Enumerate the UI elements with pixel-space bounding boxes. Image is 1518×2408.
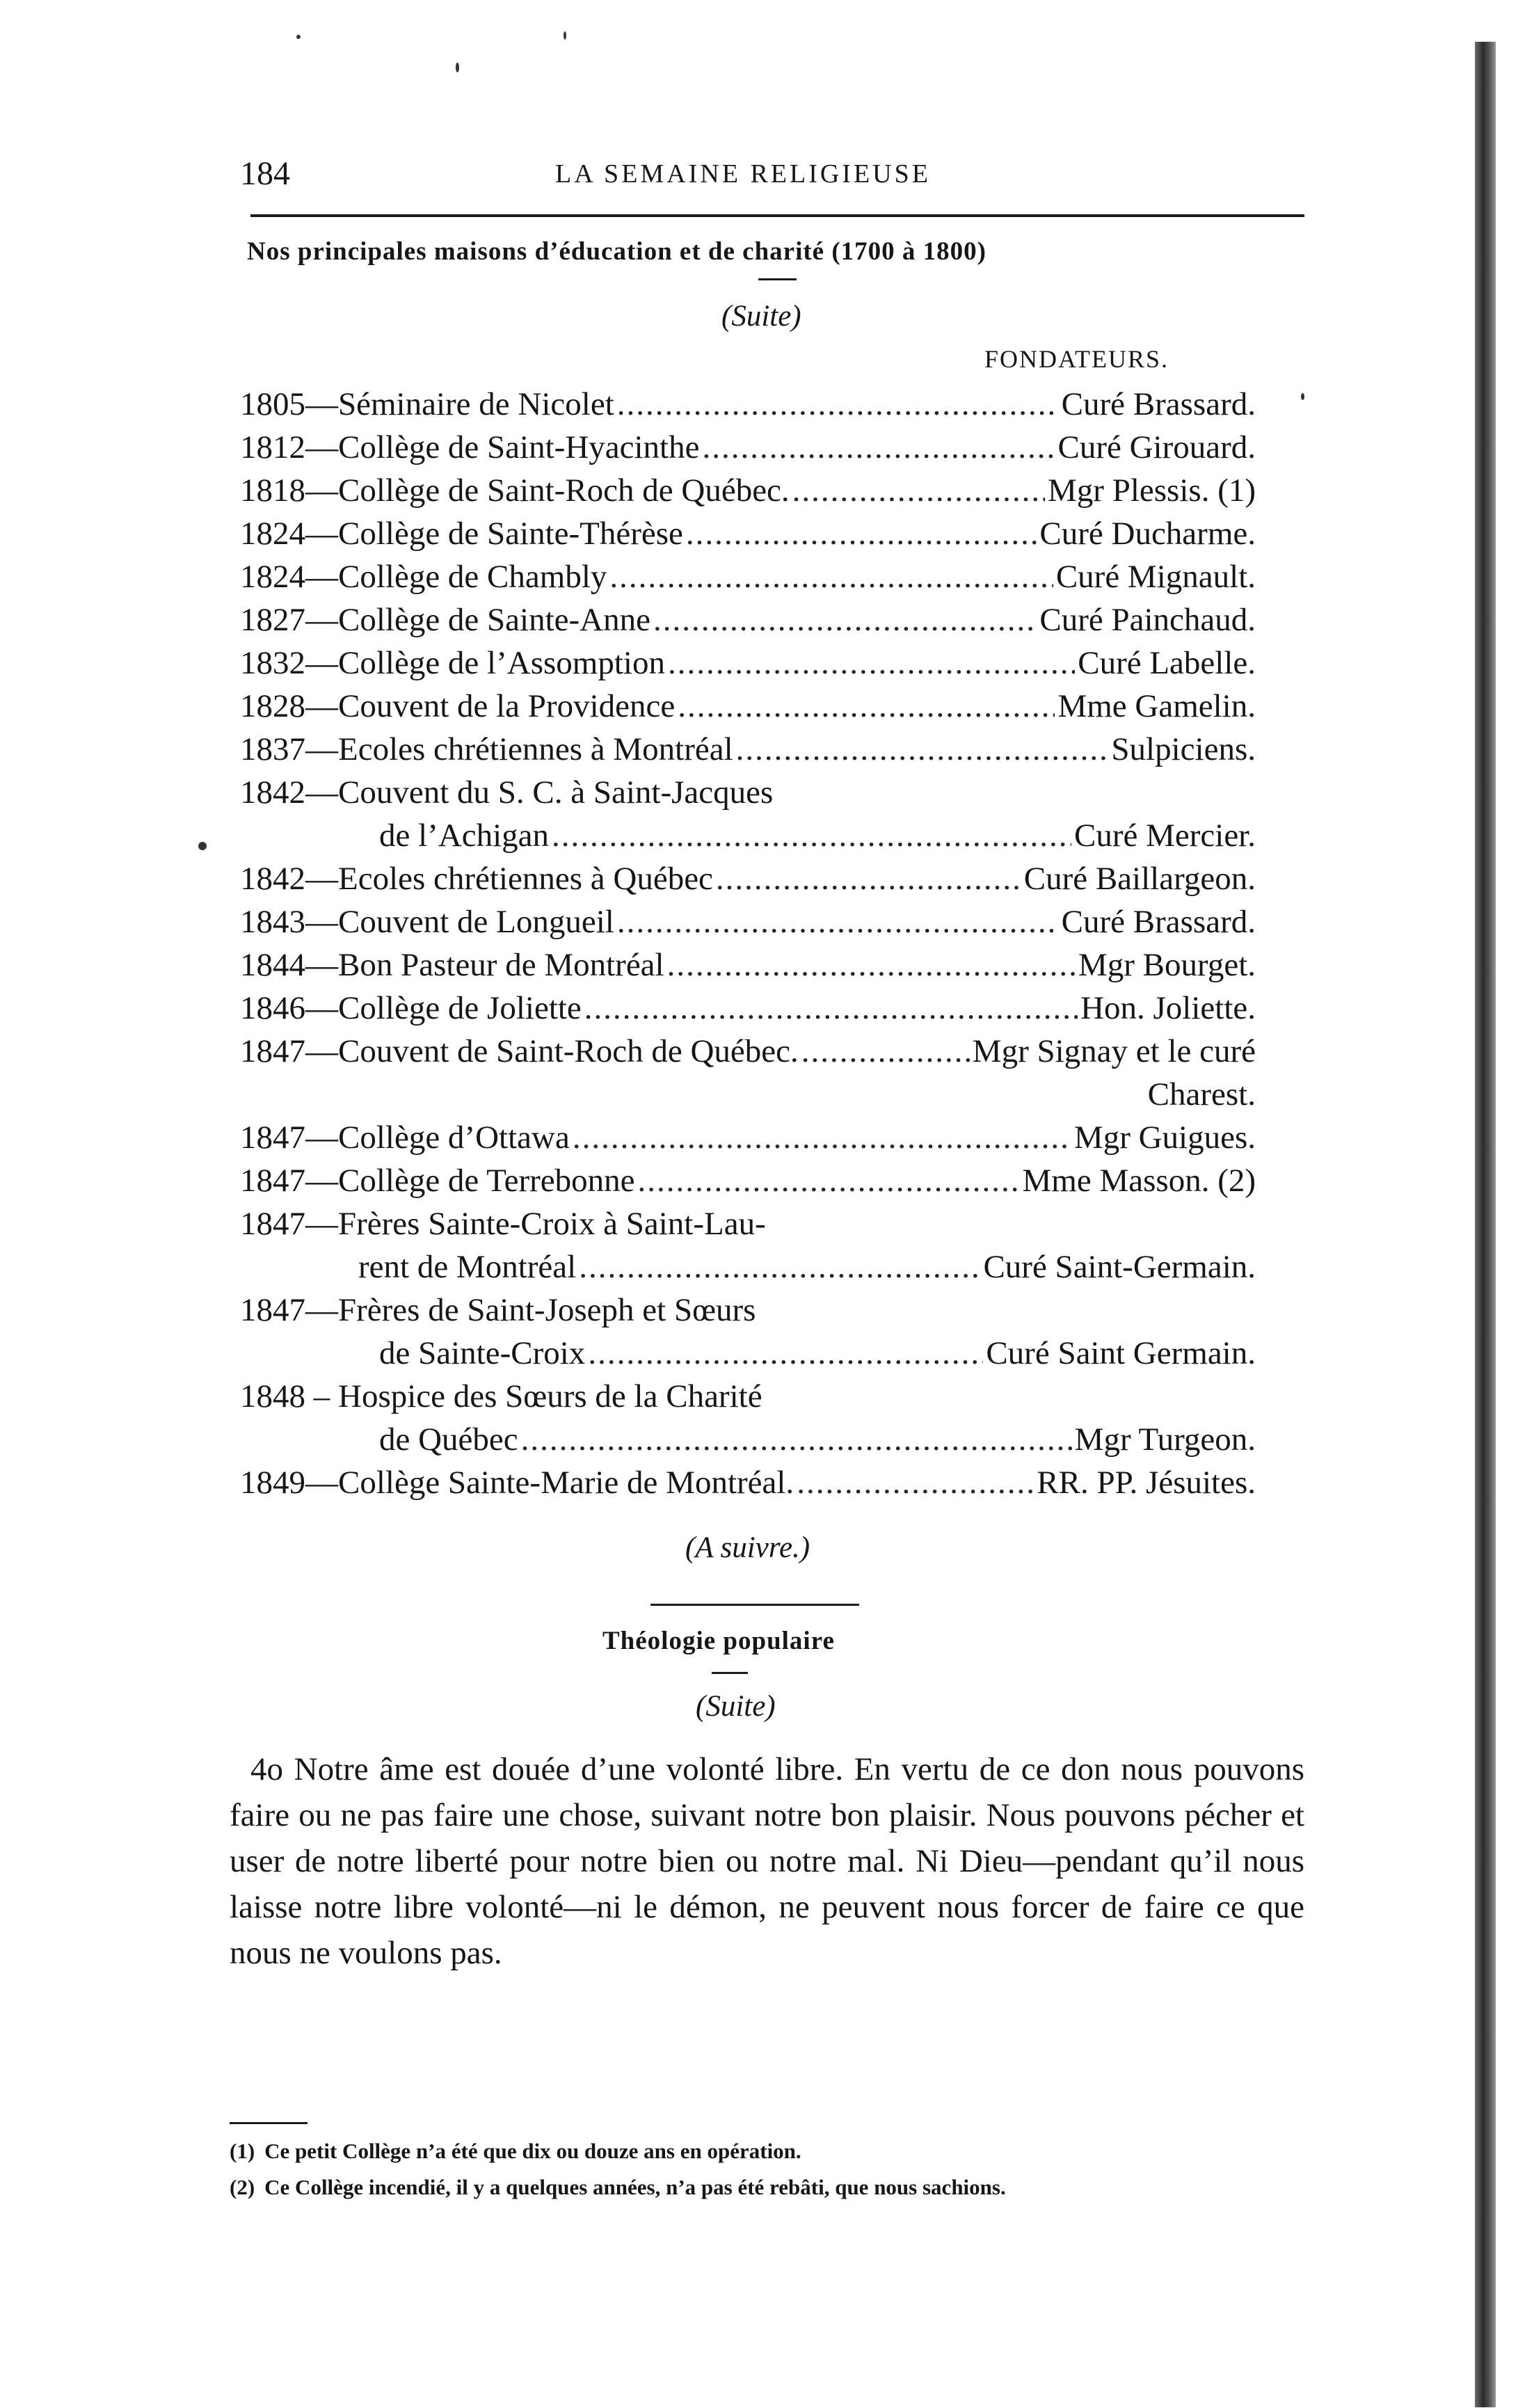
institution-name: 1824—Collège de Chambly: [240, 559, 607, 595]
institution-row: [240, 1201, 1256, 1244]
founder-name: Curé Saint-Germain.: [983, 1249, 1256, 1285]
footnote-1: [230, 2136, 1304, 2167]
institution-name: 1843—Couvent de Longueil: [240, 904, 614, 940]
theologie-suite: (Suite): [696, 1690, 776, 1723]
scan-speck: [1301, 393, 1304, 400]
dot-leader: [667, 942, 1076, 988]
institution-row: [240, 1158, 1256, 1201]
footnote-marker: (1): [230, 2139, 255, 2163]
institution-name: 1847—Collège d’Ottawa: [240, 1119, 570, 1156]
institution-row: [240, 1115, 1256, 1158]
founder-name: Mme Masson. (2): [1022, 1163, 1256, 1199]
founder-name: Sulpiciens.: [1111, 731, 1256, 767]
scan-speck: [456, 63, 459, 72]
institution-row: [240, 640, 1256, 683]
theologie-divider: [712, 1672, 748, 1674]
footnote-marker: (2): [230, 2175, 255, 2199]
institution-name: 1842—Couvent du S. C. à Saint-Jacques: [240, 774, 774, 811]
institution-name: 1847—Collège de Terrebonne: [240, 1163, 635, 1199]
institution-row: [240, 770, 1256, 813]
institution-name: 1832—Collège de l’Assomption: [240, 645, 665, 681]
dot-leader: [584, 985, 1078, 1031]
institution-name: 1842—Ecoles chrétiennes à Québec: [240, 861, 713, 897]
institution-name: de l’Achigan: [379, 818, 550, 854]
institutions-list: [240, 381, 1256, 1503]
dot-leader: [736, 726, 1109, 772]
dot-leader: [653, 597, 1037, 643]
institution-name: 1812—Collège de Saint-Hyacinthe: [240, 429, 700, 465]
institution-name: 1837—Ecoles chrétiennes à Montréal: [240, 731, 733, 767]
header-rule: [250, 214, 1304, 217]
institution-row-continuation: [240, 1071, 1256, 1115]
dot-leader: [552, 813, 1071, 859]
institution-name: 1818—Collège de Saint-Roch de Québec.: [240, 472, 790, 509]
dot-leader: [686, 511, 1037, 557]
dot-leader: [617, 899, 1059, 945]
institution-row: [240, 1460, 1256, 1503]
institution-name: rent de Montréal: [358, 1249, 577, 1285]
founder-name: Curé Mignault.: [1055, 559, 1256, 595]
scan-speck: [564, 31, 566, 40]
institution-row: [240, 726, 1256, 770]
footnote-rule: [230, 2122, 307, 2124]
founder-name: Curé Labelle.: [1078, 645, 1256, 681]
dot-leader: [579, 1244, 980, 1290]
institution-name: 1827—Collège de Sainte-Anne: [240, 602, 650, 638]
founder-name: Curé Painchaud.: [1039, 602, 1256, 638]
institution-name: 1824—Collège de Sainte-Thérèse: [240, 516, 683, 552]
theologie-title: Théologie populaire: [602, 1627, 835, 1655]
founder-name: Curé Brassard.: [1061, 386, 1256, 422]
institution-row: [240, 899, 1256, 942]
theologie-paragraph: [230, 1746, 1304, 1976]
institution-row: [240, 856, 1256, 899]
section-title: Nos principales maisons d’éducation et de charité (1700 à 1800): [247, 237, 986, 266]
founder-name: Charest.: [1147, 1076, 1256, 1113]
page-number: 184: [240, 155, 290, 192]
institution-name: 1847—Frères de Saint-Joseph et Sœurs: [240, 1292, 756, 1328]
founder-name: Curé Girouard.: [1057, 429, 1256, 465]
dot-leader: [678, 683, 1055, 729]
institution-row: [240, 424, 1256, 468]
institution-row: [240, 1028, 1256, 1071]
section-separator: [650, 1604, 859, 1606]
dot-leader: [668, 640, 1075, 686]
institution-row-continuation: [240, 1417, 1256, 1460]
institution-row: [240, 985, 1256, 1028]
institution-row-continuation: [240, 813, 1256, 856]
founder-name: Hon. Joliette.: [1080, 990, 1256, 1026]
institution-name: 1846—Collège de Joliette: [240, 990, 582, 1026]
founder-name: Mgr Turgeon.: [1074, 1421, 1256, 1458]
founder-name: Mgr Signay et le curé: [972, 1033, 1256, 1069]
institution-row: [240, 554, 1256, 597]
title-divider: [758, 278, 797, 280]
dot-leader: [573, 1115, 1071, 1161]
dot-leader: [588, 1330, 983, 1376]
paragraph-text: 4o Notre âme est douée d’une volonté libre. En vertu de ce don nous pouvons faire ou ne pas faire une chose, suivant notre bon plaisir. Nous pouvons pécher et user de notre liberté pour notre bien ou notre mal. Ni Dieu—pendant qu’il nous laisse notre libre volonté—ni le démon, ne peuvent nous forcer de faire ce que nous ne voulons pas.: [230, 1751, 1304, 1971]
institution-name: 1848 – Hospice des Sœurs de la Charité: [240, 1378, 762, 1414]
institution-name: de Québec: [379, 1421, 518, 1458]
institution-row-continuation: [240, 1330, 1256, 1373]
dot-leader: [702, 424, 1055, 470]
founders-heading: FONDATEURS.: [984, 345, 1169, 373]
institution-row: [240, 683, 1256, 726]
institution-name: de Sainte-Croix: [379, 1335, 586, 1371]
footnote-2: [230, 2172, 1304, 2203]
founder-name: Curé Mercier.: [1073, 818, 1256, 854]
dot-leader: [617, 381, 1059, 427]
institution-row: [240, 468, 1256, 511]
institution-row: [240, 942, 1256, 985]
institution-name: 1847—Frères Sainte-Croix à Saint-Lau-: [240, 1206, 766, 1242]
institution-name: 1849—Collège Sainte-Marie de Montréal.: [240, 1465, 794, 1501]
founder-name: Curé Baillargeon.: [1023, 861, 1256, 897]
founder-name: Mgr Bourget.: [1078, 947, 1256, 983]
dot-leader: [797, 1460, 1034, 1506]
dot-leader: [609, 554, 1053, 600]
founder-name: Curé Brassard.: [1061, 904, 1256, 940]
founder-name: Curé Ducharme.: [1039, 516, 1256, 552]
institution-name: 1805—Séminaire de Nicolet: [240, 386, 614, 422]
running-title: LA SEMAINE RELIGIEUSE: [555, 159, 931, 189]
institution-row: [240, 1373, 1256, 1417]
founder-name: Mgr Guigues.: [1073, 1119, 1256, 1156]
scan-edge-shadow: [1475, 42, 1496, 2407]
founder-name: Mgr Plessis. (1): [1048, 472, 1256, 509]
founder-name: RR. PP. Jésuites.: [1037, 1465, 1256, 1501]
footnote-text: Ce petit Collège n’a été que dix ou douze ans en opération.: [264, 2139, 801, 2163]
institution-row: [240, 381, 1256, 424]
institution-row: [240, 511, 1256, 554]
dot-leader: [801, 1028, 970, 1074]
a-suivre: (A suivre.): [685, 1531, 810, 1564]
institution-row: [240, 597, 1256, 640]
scan-speck: [198, 842, 207, 850]
institution-row: [240, 1287, 1256, 1330]
institution-row-continuation: [240, 1244, 1256, 1287]
dot-leader: [716, 856, 1021, 902]
dot-leader: [521, 1417, 1072, 1462]
dot-leader: [792, 468, 1045, 513]
dot-leader: [638, 1158, 1020, 1204]
institution-name: 1828—Couvent de la Providence: [240, 688, 676, 724]
section-suite: (Suite): [721, 300, 801, 333]
institution-name: 1844—Bon Pasteur de Montréal: [240, 947, 664, 983]
institution-name: 1847—Couvent de Saint-Roch de Québec.: [240, 1033, 799, 1069]
footnote-text: Ce Collège incendié, il y a quelques années, n’a pas été rebâti, que nous sachions.: [264, 2175, 1006, 2199]
founder-name: Curé Saint Germain.: [986, 1335, 1256, 1371]
scan-speck: [296, 35, 301, 39]
founder-name: Mme Gamelin.: [1057, 688, 1256, 724]
